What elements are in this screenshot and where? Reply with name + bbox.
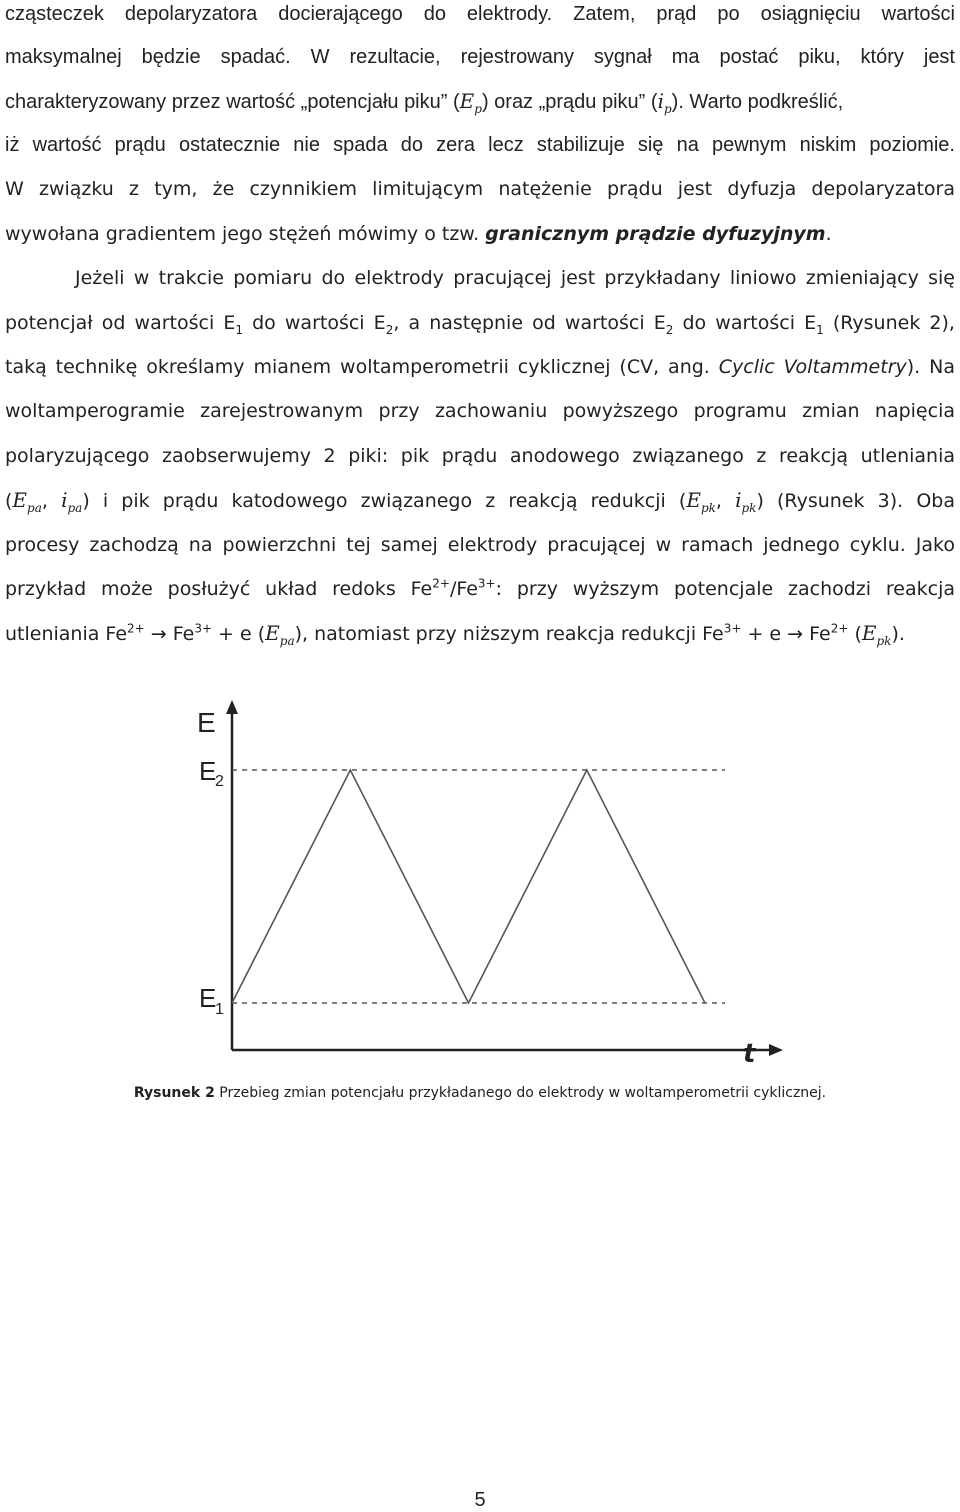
e2-label-subscript: 2 xyxy=(215,773,224,790)
paragraph1-line5: W związku z tym, że czynnikiem limitującym natężenie prądu jest dyfuzja depolaryzatora xyxy=(5,178,955,200)
text-fragment: . xyxy=(825,223,832,245)
figure-caption xyxy=(0,1083,960,1103)
math-base: i xyxy=(735,488,742,512)
text-fragment: do wartości E xyxy=(673,312,817,334)
page-number: 5 xyxy=(474,1489,486,1511)
text-fragment: ). Na xyxy=(906,356,955,378)
math-sub: p xyxy=(663,102,672,116)
text-fragment: Fe xyxy=(172,623,195,645)
text-fragment: wywołana gradientem jego stężeń mówimy o tzw. xyxy=(5,223,486,245)
math-E-p xyxy=(459,89,482,116)
paragraph2-line9 xyxy=(5,619,955,648)
math-i-pk xyxy=(735,488,757,515)
math-sub: pk xyxy=(741,501,757,515)
subscript: 2 xyxy=(665,322,674,337)
paragraph2-line6 xyxy=(5,486,955,515)
paragraph1-line3 xyxy=(5,87,955,116)
text-fragment: ) oraz „prądu piku” ( xyxy=(481,91,658,113)
text-fragment: : przy wyższym potencjale zachodzi reakcja xyxy=(495,578,955,600)
math-base: i xyxy=(657,89,664,113)
e1-label: E xyxy=(199,983,217,1013)
math-i-p xyxy=(657,89,672,116)
x-axis-label: t xyxy=(743,1039,756,1069)
math-E-pk xyxy=(861,621,892,648)
caption-label: Rysunek 2 xyxy=(133,1085,215,1101)
paragraph2-line8 xyxy=(5,575,955,603)
term-emphasis: granicznym prądzie dyfuzyjnym xyxy=(485,223,826,245)
math-sub: pa xyxy=(279,634,295,648)
text-fragment: ( xyxy=(848,623,862,645)
e1-label-subscript: 1 xyxy=(215,1001,224,1018)
paragraph1-line4: iż wartość prądu ostatecznie nie spada do zera lecz stabilizuje się na pewnym niskim poziomie. xyxy=(5,134,955,156)
text-fragment: ) i pik prądu katodowego związanego z reakcją redukcji ( xyxy=(82,490,687,512)
math-sub: pa xyxy=(27,501,42,515)
y-axis-label: E xyxy=(197,707,216,738)
caption-text: Przebieg zmian potencjału przykładanego do elektrody w woltamperometrii cyklicznej. xyxy=(214,1085,827,1101)
math-base: E xyxy=(265,621,280,645)
math-i-pa xyxy=(61,488,83,515)
text-fragment: ( xyxy=(5,490,13,512)
subscript: 1 xyxy=(816,322,824,337)
text-fragment: do wartości E xyxy=(242,312,386,334)
text-fragment: ) (Rysunek 3). Oba xyxy=(756,490,955,512)
text-fragment: + e xyxy=(741,623,782,645)
text-fragment: przykład może posłużyć układ redoks Fe xyxy=(5,578,433,600)
math-base: E xyxy=(861,621,877,645)
triangle-waveform xyxy=(232,770,705,1003)
text-fragment: utleniania Fe xyxy=(5,623,128,645)
text-fragment: ), natomiast przy niższym reakcja redukcji Fe xyxy=(294,623,724,645)
text-fragment: potencjał od wartości E xyxy=(5,312,236,334)
cv-waveform-figure xyxy=(185,700,785,1080)
e2-label: E xyxy=(199,756,217,786)
paragraph2-line2 xyxy=(5,309,955,337)
arrow-icon: → xyxy=(144,623,173,645)
subscript: 1 xyxy=(235,322,243,337)
superscript: 2+ xyxy=(432,576,450,591)
math-E-pa xyxy=(265,621,295,648)
text-fragment: taką technikę określamy mianem woltamperometrii cyklicznej (CV, ang. xyxy=(5,356,719,378)
term-italic: Cyclic Voltammetry xyxy=(718,356,907,378)
paragraph2-line5: polaryzującego zaobserwujemy 2 piki: pik prądu anodowego związanego z reakcją utleniania xyxy=(5,445,955,467)
math-base: E xyxy=(459,89,475,113)
x-axis-arrowhead xyxy=(769,1044,783,1056)
math-sub: p xyxy=(474,102,482,116)
text-fragment: /Fe xyxy=(449,578,478,600)
paragraph1-line2: maksymalnej będzie spadać. W rezultacie, rejestrowany sygnał ma postać piku, który jest xyxy=(5,46,955,68)
math-E-pk xyxy=(686,488,716,515)
math-sub: pk xyxy=(876,634,892,648)
superscript: 2+ xyxy=(127,621,145,636)
math-base: E xyxy=(686,488,701,512)
superscript: 3+ xyxy=(477,576,496,591)
math-base: i xyxy=(61,488,68,512)
text-fragment: Fe xyxy=(809,623,831,645)
math-sub: pk xyxy=(700,501,716,515)
superscript: 3+ xyxy=(194,621,213,636)
text-fragment: ). Warto podkreślić, xyxy=(671,91,844,113)
text-fragment: ). xyxy=(891,623,905,645)
paragraph1-line1: cząsteczek depolaryzatora docierającego do elektrody. Zatem, prąd po osiągnięciu wartości xyxy=(5,3,955,25)
text-fragment: , xyxy=(41,490,62,512)
text-fragment: charakteryzowany przez wartość „potencjału piku” ( xyxy=(5,91,460,113)
paragraph2-line4: woltamperogramie zarejestrowanym przy zachowaniu powyższego programu zmian napięcia xyxy=(5,400,955,422)
text-fragment: , xyxy=(715,490,736,512)
paragraph2-line7: procesy zachodzą na powierzchni tej samej elektrody pracującej w ramach jednego cyklu. Jako xyxy=(5,534,955,556)
text-fragment: (Rysunek 2), xyxy=(823,312,955,334)
text-fragment: , a następnie od wartości E xyxy=(393,312,666,334)
text-fragment: + e ( xyxy=(212,623,266,645)
math-sub: pa xyxy=(67,501,83,515)
math-E-pa xyxy=(12,488,42,515)
superscript: 2+ xyxy=(830,621,849,636)
paragraph2-line1: Jeżeli w trakcie pomiaru do elektrody pracującej jest przykładany liniowo zmieniający się xyxy=(75,267,955,289)
subscript: 2 xyxy=(385,322,394,337)
superscript: 3+ xyxy=(723,621,742,636)
paragraph1-line6 xyxy=(5,220,955,248)
paragraph2-line3 xyxy=(5,353,955,381)
math-base: E xyxy=(12,488,28,512)
arrow-icon: → xyxy=(781,623,810,645)
y-axis-arrowhead xyxy=(226,700,238,714)
